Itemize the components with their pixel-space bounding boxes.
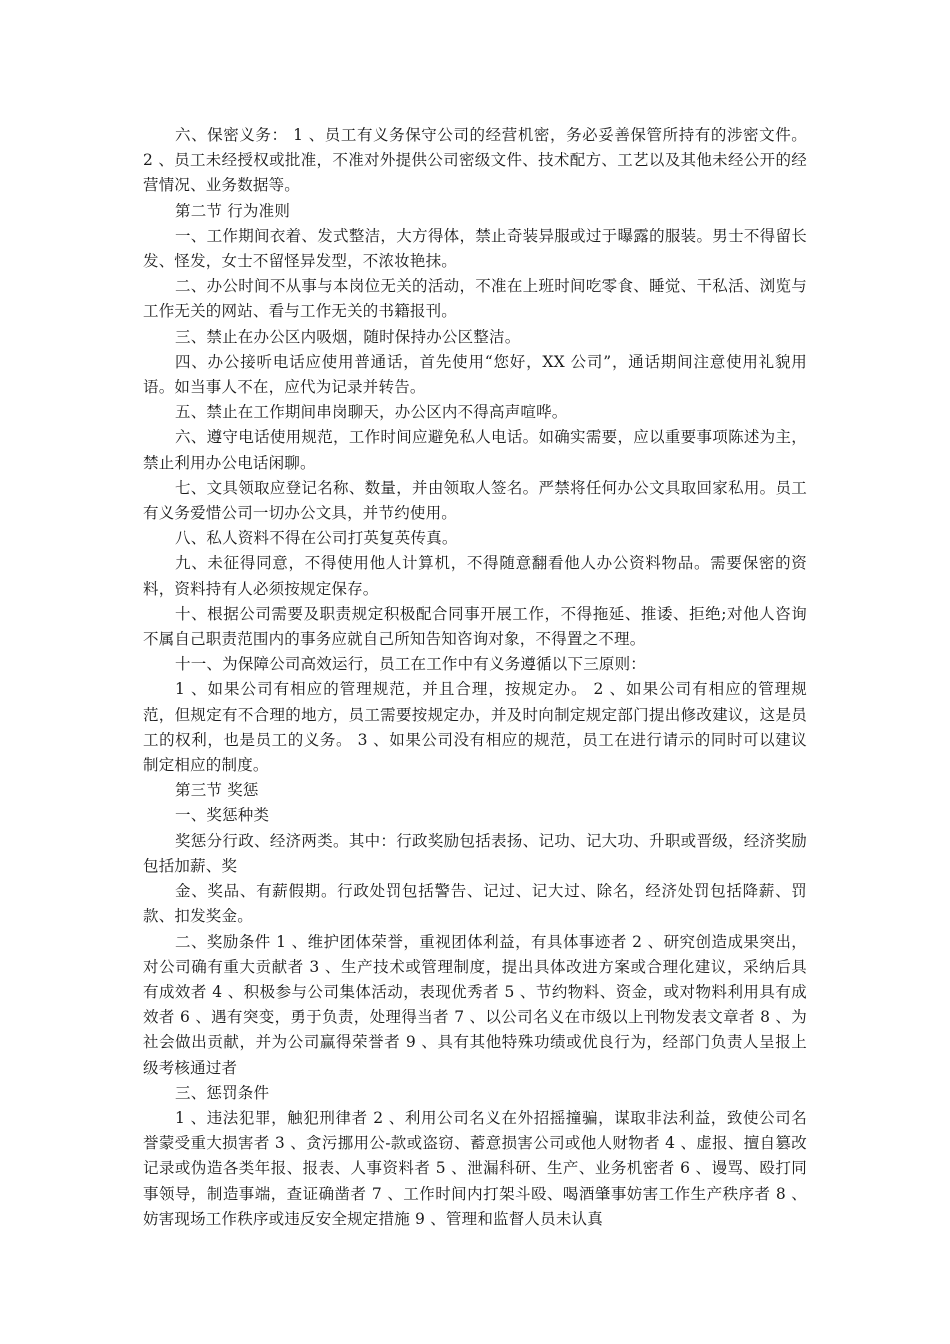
paragraph-reward-types-1: 奖惩分行政、经济两类。其中：行政奖励包括表扬、记功、记大功、升职或晋级，经济奖励包括加薪、奖 (143, 831, 807, 875)
section-heading-conduct-rules: 第二节 行为准则 (175, 201, 291, 220)
paragraph-rule-8: 八、私人资料不得在公司打英复英传真。 (175, 529, 458, 548)
paragraph-rule-4: 四、办公接听电话应使用普通话，首先使用“您好，XX 公司”，通话期间注意使用礼貌用语。如当事人不在，应代为记录并转告。 (143, 352, 807, 397)
paragraph-reward-conditions: 二、奖励条件 1 、维护团体荣誉，重视团体利益，有具体事迹者 2 、研究创造成果突出，对公司确有重大贡献者 3 、生产技术或管理制度，提出具体改进方案或合理化建议，采纳后具有成效者 4 、积极参与公司集体活动，表现优秀者 5 、节约物料、资金，或对物料利用具有成效者 6 、遇有突变，勇于负责，处理得当者 7 、以公司名义在市级以上刊物发表文章者 8 、为社会做出贡献，并为公司赢得荣誉者 9 、具有其他特殊功绩或优良行为，经部门负责人呈报上级考核通过者 (143, 932, 807, 1077)
paragraph-rule-6: 六、遵守电话使用规范，工作时间应避免私人电话。如确实需要，应以重要事项陈述为主，禁止利用办公电话闲聊。 (143, 428, 807, 472)
paragraph-rule-3: 三、禁止在办公区内吸烟，随时保持办公区整洁。 (175, 327, 521, 346)
subheading-reward-types: 一、奖惩种类 (175, 806, 270, 825)
paragraph-rule-5: 五、禁止在工作期间串岗聊天，办公区内不得高声喧哗。 (175, 403, 568, 422)
paragraph-three-principles: 1 、如果公司有相应的管理规范，并且合理，按规定办。 2 、如果公司有相应的管理规范，但规定有不合理的地方，员工需要按规定办，并及时向制定规定部门提出修改建议，这是员工的权利，也是员工的义务。 3 、如果公司没有相应的规范，员工在进行请示的同时可以建议制定相应的制度。 (143, 680, 807, 775)
paragraph-penalty-conditions: 1 、违法犯罪，触犯刑律者 2 、利用公司名义在外招摇撞骗，谋取非法利益，致使公司名誉蒙受重大损害者 3 、贪污挪用公-款或盗窃、蓄意损害公司或他人财物者 4 、虚报、擅自篡改记录或伪造各类年报、报表、人事资料者 5 、泄漏科研、生产、业务机密者 6 、谩骂、殴打同事领导，制造事端，查证确凿者 7 、工作时间内打架斗殴、喝酒肇事妨害工作生产秩序者 8 、妨害现场工作秩序或违反安全规定措施 9 、管理和监督人员未认真 (143, 1108, 807, 1228)
subheading-penalty-conditions: 三、惩罚条件 (175, 1083, 270, 1102)
paragraph-rule-10: 十、根据公司需要及职责规定积极配合同事开展工作，不得拖延、推诿、拒绝;对他人咨询不属自己职责范围内的事务应就自己所知告知咨询对象，不得置之不理。 (143, 604, 807, 649)
paragraph-rule-1: 一、工作期间衣着、发式整洁，大方得体，禁止奇装异服或过于曝露的服装。男士不得留长发、怪发，女士不留怪异发型，不浓妆艳抹。 (143, 226, 807, 271)
paragraph-reward-types-2: 金、奖品、有薪假期。行政处罚包括警告、记过、记大过、除名，经济处罚包括降薪、罚款、扣发奖金。 (143, 882, 807, 926)
section-heading-rewards-penalties: 第三节 奖惩 (175, 781, 259, 800)
paragraph-rule-9: 九、未征得同意，不得使用他人计算机，不得随意翻看他人办公资料物品。需要保密的资料，资料持有人必须按规定保存。 (143, 554, 807, 598)
paragraph-confidentiality-duty: 六、保密义务： 1 、员工有义务保守公司的经营机密，务必妥善保管所持有的涉密文件。 2 、员工未经授权或批准，不准对外提供公司密级文件、技术配方、工艺以及其他未经公开的经营情况、业务数据等。 (143, 126, 807, 195)
paragraph-rule-11: 十一、为保障公司高效运行，员工在工作中有义务遵循以下三原则： (175, 655, 647, 674)
document-body (143, 123, 807, 1232)
paragraph-rule-7: 七、文具领取应登记名称、数量，并由领取人签名。严禁将任何办公文具取回家私用。员工有义务爱惜公司一切办公文具，并节约使用。 (143, 478, 807, 523)
paragraph-rule-2: 二、办公时间不从事与本岗位无关的活动，不准在上班时间吃零食、睡觉、干私活、浏览与工作无关的网站、看与工作无关的书籍报刊。 (143, 277, 807, 321)
